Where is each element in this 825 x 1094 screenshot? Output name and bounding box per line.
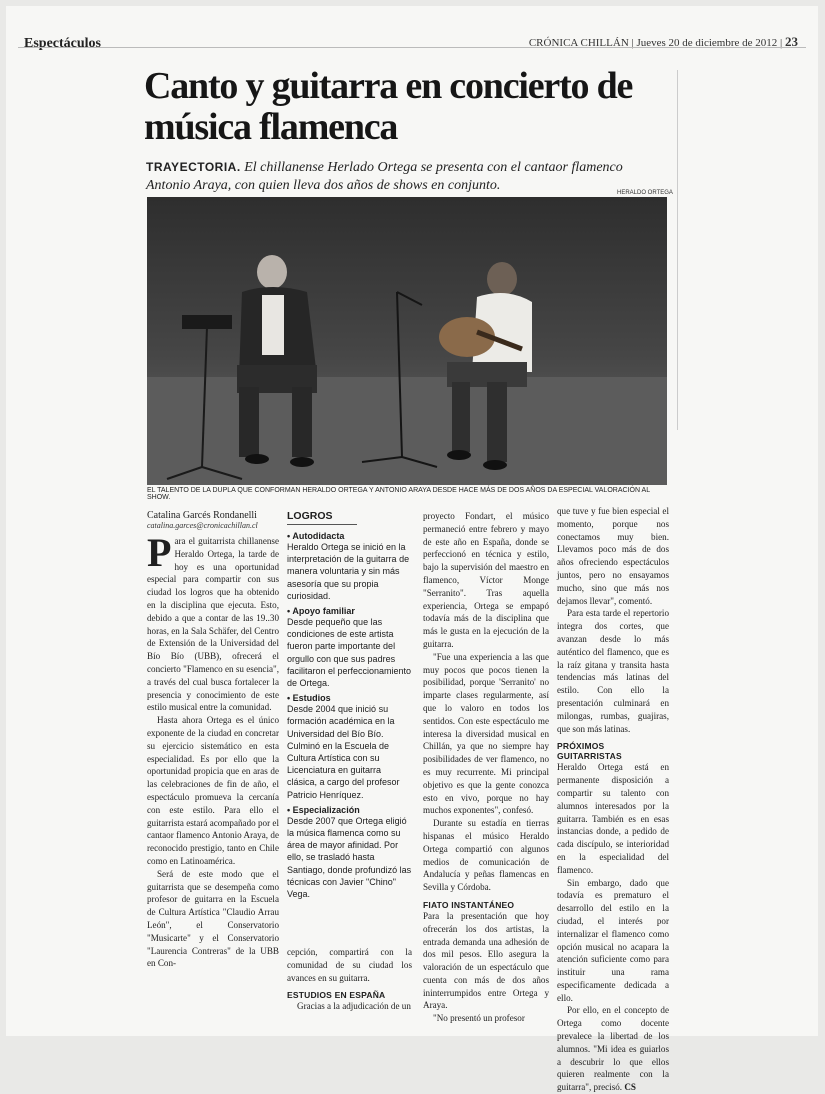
- paragraph: "No presentó un profesor: [433, 1013, 525, 1024]
- paragraph: Para esta tarde el repertorio integra dos cortes, que avanzan desde lo más auténtico del flamenco, que es la raíz gitana y transita hasta tendencias más latinas del estilo. Con ello la presentación culminará en milongas, rumbas, guajiras, que son más latinas.: [557, 608, 669, 734]
- photo-caption: EL TALENTO DE LA DUPLA QUE CONFORMAN HERALDO ORTEGA Y ANTONIO ARAYA DESDE HACE MÁS DE DOS AÑOS DA ESPECIAL VALORACIÓN AL SHOW.: [147, 487, 650, 501]
- paragraph: Heraldo Ortega está en permanente disposición a compartir su talento con alumnos interesados por la guitarra. También es en esas instancias donde, a pedido de cada discípulo, se interioridad en la especialidad del flamenco.: [557, 762, 669, 875]
- paragraph: Durante su estadía en tierras hispanas el músico Heraldo Ortega compartió con algunos medios de comunicación de Andalucía y peñas flamencas en Sevilla y Córdoba.: [423, 818, 549, 893]
- lead-paragraph: [147, 530, 279, 714]
- author-name: Catalina Garcés Rondanelli: [147, 510, 257, 521]
- paragraph: "Fue una experiencia a las que muy pocos que pocos tienen la posibilidad, porque 'Serranito' no imparte clases regularmente, así que lo valoro en todos los sentidos. Con este espectáculo me interesa la diversidad musical en Chillán, ya que no siempre hay posibilidades de ver flamenco, no es muy recurrente. Mi principal objetivo es que la gente conozca esto en vivo, porque no hay muchos exponentes", confesó.: [423, 651, 549, 816]
- logro-text: Desde 2004 que inició su formación académica en la Universidad del Bío Bío. Culminó en la Escuela de Cultura Artística con su Licenciatura en guitarra clásica, a cargo del profesor Patricio Henríquez.: [287, 704, 400, 800]
- lead-text: ara el guitarrista chillanense Heraldo Ortega, la tarde de hoy es una oportunidad especial para compartir con sus ciudad los logros que ha obtenido en la disciplina que ejecuta. Esto, debido a que a contar de las 19..30 horas, en la Sala Schäfer, del Centro de Extensión de la Universidad del Bío Bío (UBB), ofrecerá el concierto "Flamenco en su esencia", a través del cual busca fortalecer la presencia y conocimiento de este estilo musical entre la comunidad.: [147, 536, 279, 713]
- subhead-proximos: PRÓXIMOS GUITARRISTAS: [557, 741, 622, 762]
- paragraph: Sin embargo, dado que todavía es prematuro el desarrollo del estilo en la ciudad, el interés por internalizar el flamenco como opción musical no acapara la atención suficiente como para instituir una rama especificamente dedicada a ello.: [557, 877, 669, 1003]
- paragraph: cepción, compartirá con la comunidad de su ciudad los avances en su guitarra.: [287, 947, 412, 983]
- logro-title: • Autodidacta: [287, 531, 412, 541]
- logro-title: • Estudios: [287, 693, 412, 703]
- logro-text: Desde 2007 que Ortega eligió la música flamenca como su área de mayor afinidad. Por ello, se trasladó hasta Santiago, donde profundizó las técnicas con Javier "Chino" Vega.: [287, 815, 412, 900]
- logros-title: LOGROS: [287, 510, 357, 525]
- kicker: TRAYECTORIA.: [146, 160, 241, 174]
- logros-sidebar: [287, 510, 412, 900]
- logro-title: • Apoyo familiar: [287, 606, 412, 616]
- masthead: CRÓNICA CHILLÁN | Jueves 20 de diciembre de 2012 | 23: [528, 34, 798, 49]
- header-divider: [18, 47, 806, 48]
- column-1: [147, 530, 279, 970]
- photo-credit: HERALDO ORTEGA: [617, 190, 673, 196]
- paragraph: Será de este modo que el guitarrista que se desempeña como profesor de guitarra en la Escuela de Cultura Artística "Claudio Arrau León", el Conservatorio "Musicarte" y el Conservatorio "Laurencia Contreras" de la UBB en Con-: [147, 868, 279, 969]
- page-number: 23: [785, 34, 798, 49]
- subheadline: [146, 158, 666, 195]
- logro-title: • Especialización: [287, 805, 412, 815]
- paragraph: Gracias a la adjudicación de un: [297, 1001, 411, 1012]
- logro-text: Desde pequeño que las condiciones de este artista fueron parte importante del orgullo con que sus padres facilitaron el perfeccionamiento de Ortega.: [287, 617, 412, 689]
- section-name: Espectáculos: [24, 36, 101, 51]
- end-mark: CS: [624, 1082, 636, 1093]
- paragraph: Hasta ahora Ortega es el único exponente de la ciudad en concretar su ejercicio sistemático en esta especialidad. Es por ello que la oportunidad propicia que en aras de las celebraciones de fin de año, el espectáculo promueva la cercanía con este estilo. Para ello el guitarrista estará acompañado por el cantaor flamenco Antonio Araya, de reconocido prestigio, tanto en Chile como en Latinoamérica.: [147, 715, 279, 866]
- column-2-continuation: [287, 946, 412, 1013]
- paragraph: que tuve y fue bien especial el momento, porque nos conectamos muy bien. Llevamos poco más de dos años ofreciendo espectáculos juntos, pero no ensayamos mucho, sino que más nos dejamos llevar", comentó.: [557, 506, 669, 606]
- author-email: catalina.garces@cronicachillan.cl: [147, 521, 258, 530]
- byline: [147, 510, 279, 530]
- paragraph: Para la presentación que hoy ofrecerán los dos artistas, la entrada demanda una adhesión de dos mil pesos. Ello asegura la valoración de un espectáculo que cuenta con más de dos años ininterrumpidos entre Ortega y Araya.: [423, 910, 549, 1011]
- headline: Canto y guitarra en concierto de música flamenca: [144, 65, 633, 148]
- column-4: [557, 505, 669, 1094]
- subhead-estudios-espana: ESTUDIOS EN ESPAÑA: [287, 990, 386, 1001]
- paragraph: [557, 1004, 669, 1094]
- column-3: [423, 510, 549, 1025]
- paragraph: proyecto Fondart, el músico permaneció entre febrero y mayo de este año en España, donde se perfeccionó en técnica y estilo, bajo la supervisión del maestro en flamenco, Víctor Monge "Serranito". Tras aquella experiencia, Ortega se empapó todavía más de la disciplina que más le gusta en la ejecución de la guitarra.: [423, 511, 549, 649]
- dek-text: El chillanense Herlado Ortega se presenta con el cantaor flamenco Antonio Araya, con quien lleva dos años de shows en conjunto.: [146, 160, 623, 193]
- concert-photo: [147, 197, 667, 485]
- drop-cap: P: [147, 530, 172, 575]
- subhead-fiato: FIATO INSTANTÁNEO: [423, 899, 515, 910]
- issue-date: Jueves 20 de diciembre de 2012: [636, 37, 778, 49]
- newspaper-name: CRÓNICA CHILLÁN: [528, 37, 629, 49]
- closing-text: Por ello, en el concepto de Ortega como docente prevalece la libertad de los alumnos. "Mi idea es guiarlos a descubrir lo que ellos quieren realmente con la guitarra", precisó.: [557, 1005, 669, 1093]
- logro-text: Heraldo Ortega se inició en la interpretación de la guitarra de manera voluntaria y sin más asesoría que su propia curiosidad.: [287, 542, 410, 601]
